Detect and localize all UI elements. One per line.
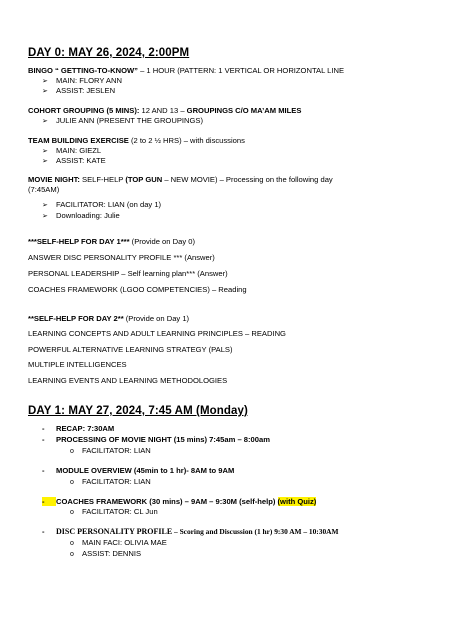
selfhelp2-item: LEARNING CONCEPTS AND ADULT LEARNING PRINCIPLES – READING: [28, 329, 286, 338]
dash-bullet-icon: -: [42, 527, 45, 536]
dash-bullet-icon: -: [42, 466, 45, 475]
selfhelp2-item: MULTIPLE INTELLIGENCES: [28, 360, 127, 369]
selfhelp1-item: PERSONAL LEADERSHIP – Self learning plan*** (Answer): [28, 269, 228, 278]
bingo-main: ➢ MAIN: FLORY ANN: [42, 76, 122, 85]
module-facilitator: o FACILITATOR: LIAN: [70, 477, 151, 486]
quiz-highlight: (with Quiz): [277, 497, 317, 506]
selfhelp1-title-line: ***SELF-HELP FOR DAY 1*** (Provide on Day 0): [28, 237, 195, 246]
coaches-facilitator: o FACILITATOR: CL Jun: [70, 507, 158, 516]
dash-bullet-icon: -: [42, 435, 45, 444]
processing-item: - PROCESSING OF MOVIE NIGHT (15 mins) 7:45am – 8:00am: [42, 435, 270, 444]
cohort-title: COHORT GROUPING (5 MINS):: [28, 106, 140, 115]
module-item: - MODULE OVERVIEW (45min to 1 hr)- 8AM to 9AM: [42, 466, 235, 475]
day0-heading: DAY 0: MAY 26, 2024, 2:00PM: [28, 47, 190, 59]
selfhelp1-item: ANSWER DISC PERSONALITY PROFILE *** (Answer): [28, 253, 215, 262]
day1-heading: DAY 1: MAY 27, 2024, 7:45 AM (Monday): [28, 405, 248, 417]
selfhelp2-title: **SELF-HELP FOR DAY 2**: [28, 314, 124, 323]
circle-bullet-icon: o: [70, 479, 74, 486]
arrow-bullet-icon: ➢: [42, 158, 48, 165]
cohort-line: COHORT GROUPING (5 MINS): 12 AND 13 – GROUPINGS C/O MA’AM MILES: [28, 106, 302, 115]
movie-downloading: ➢ Downloading: Julie: [42, 211, 120, 220]
circle-bullet-icon: o: [70, 551, 74, 558]
arrow-bullet-icon: ➢: [42, 202, 48, 209]
bingo-assist: ➢ ASSIST: JESLEN: [42, 86, 116, 95]
bingo-line: [28, 66, 344, 76]
selfhelp2-item: LEARNING EVENTS AND LEARNING METHODOLOGIES: [28, 376, 228, 385]
arrow-bullet-icon: ➢: [42, 118, 48, 125]
team-title: TEAM BUILDING EXERCISE: [28, 136, 129, 145]
circle-bullet-icon: o: [70, 448, 74, 455]
arrow-bullet-icon: ➢: [42, 78, 48, 85]
selfhelp2-item: POWERFUL ALTERNATIVE LEARNING STRATEGY (PALS): [28, 345, 233, 354]
bingo-title: BINGO “ GETTING-TO-KNOW”: [28, 66, 138, 75]
movie-title: MOVIE NIGHT:: [28, 175, 80, 184]
disc-item: - DISC PERSONALITY PROFILE – Scoring and Discussion (1 hr) 9:30 AM – 10:30AM: [42, 527, 339, 536]
movie-facilitator: ➢ FACILITATOR: LIAN (on day 1): [42, 200, 162, 209]
team-main: ➢ MAIN: GIEZL: [42, 146, 102, 155]
arrow-bullet-icon: ➢: [42, 213, 48, 220]
movie-line: MOVIE NIGHT: SELF-HELP (TOP GUN – NEW MOVIE) – Processing on the following day: [28, 175, 333, 184]
coaches-item: - COACHES FRAMEWORK (30 mins) – 9AM – 9:30M (self-help) (with Quiz): [42, 497, 317, 506]
dash-bullet-icon: -: [42, 497, 56, 506]
team-assist: ➢ ASSIST: KATE: [42, 156, 106, 165]
cohort-sub: ➢ JULIE ANN (PRESENT THE GROUPINGS): [42, 116, 203, 125]
movie-line2: (7:45AM): [28, 185, 60, 194]
circle-bullet-icon: o: [70, 540, 74, 547]
processing-facilitator: o FACILITATOR: LIAN: [70, 446, 151, 455]
recap-item: - RECAP: 7:30AM: [42, 424, 115, 433]
bingo-rest: – 1 HOUR (PATTERN: 1 VERTICAL OR HORIZONTAL LINE: [137, 66, 345, 75]
dash-bullet-icon: -: [42, 424, 45, 433]
arrow-bullet-icon: ➢: [42, 148, 48, 155]
disc-title: DISC PERSONALITY PROFILE: [56, 527, 173, 536]
team-line: TEAM BUILDING EXERCISE (2 to 2 ½ HRS) – with discussions: [28, 136, 245, 145]
disc-main: o MAIN FACI: OLIVIA MAE: [70, 538, 167, 547]
selfhelp1-item: COACHES FRAMEWORK (LGOO COMPETENCIES) – Reading: [28, 285, 247, 294]
selfhelp1-title: ***SELF-HELP FOR DAY 1***: [28, 237, 130, 246]
disc-assist: o ASSIST: DENNIS: [70, 549, 142, 558]
arrow-bullet-icon: ➢: [42, 88, 48, 95]
selfhelp2-title-line: **SELF-HELP FOR DAY 2** (Provide on Day 1): [28, 314, 190, 323]
circle-bullet-icon: o: [70, 509, 74, 516]
